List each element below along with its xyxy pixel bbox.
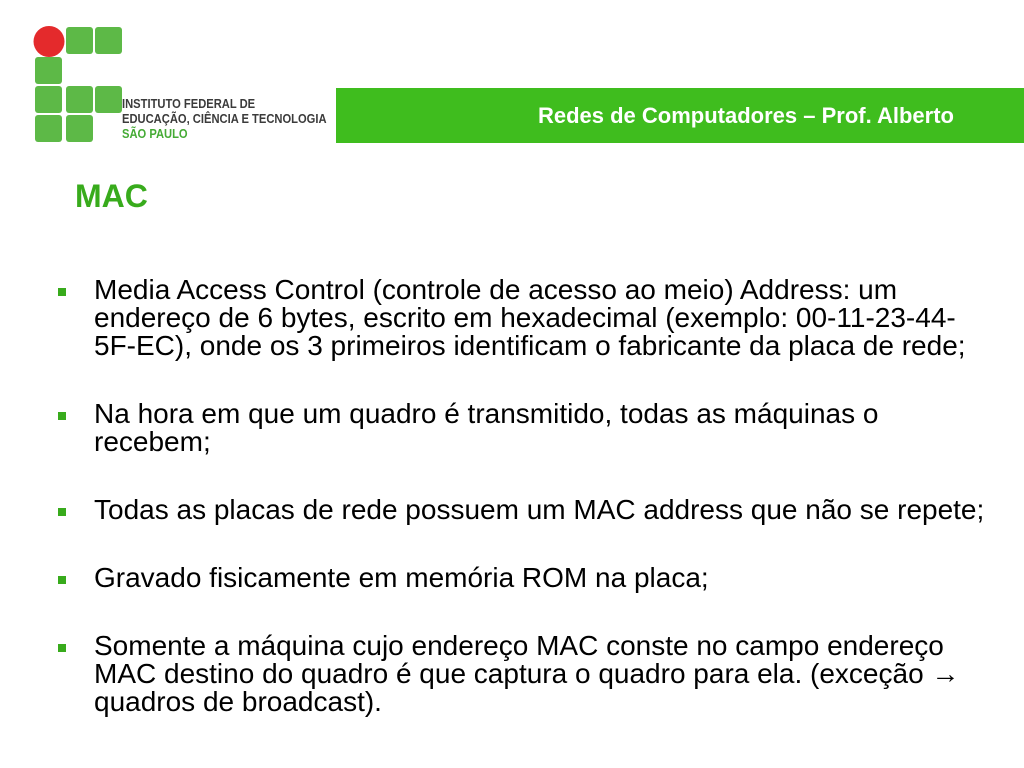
- square-bullet-icon: [58, 508, 66, 516]
- logo-green-square: [35, 57, 62, 84]
- logo-line-institute: INSTITUTO FEDERAL DE: [122, 96, 256, 111]
- logo-green-square: [35, 115, 62, 142]
- bullet-text: Na hora em que um quadro é transmitido, todas as máquinas o recebem;: [94, 398, 879, 457]
- logo-text: [122, 96, 327, 141]
- logo-green-square: [95, 86, 122, 113]
- institution-logo: [0, 0, 336, 150]
- slide-title: MAC: [75, 178, 148, 214]
- bullet-text: Todas as placas de rede possuem um MAC address que não se repete;: [94, 494, 985, 525]
- logo-green-square: [66, 86, 93, 113]
- bullet-text: Gravado fisicamente em memória ROM na placa;: [94, 562, 709, 593]
- bullet-item: [0, 400, 1024, 456]
- bullet-item: [0, 564, 1024, 592]
- logo-line-education: EDUCAÇÃO, CIÊNCIA E TECNOLOGIA: [122, 111, 327, 126]
- bullet-item: [0, 496, 1024, 524]
- bullet-text: Somente a máquina cujo endereço MAC conste no campo endereço MAC destino do quadro é que captura o quadro para ela. (exceção → quadros de broadcast).: [94, 630, 960, 717]
- bullet-list: [0, 276, 1024, 756]
- course-title: Redes de Computadores – Prof. Alberto: [537, 102, 954, 128]
- logo-red-circle: [34, 26, 65, 57]
- bullet-item: [0, 632, 1024, 716]
- logo-line-campus: SÃO PAULO: [122, 126, 188, 141]
- square-bullet-icon: [58, 288, 66, 296]
- square-bullet-icon: [58, 412, 66, 420]
- logo-green-square: [66, 115, 93, 142]
- square-bullet-icon: [58, 644, 66, 652]
- logo-green-square: [35, 86, 62, 113]
- bullet-text: Media Access Control (controle de acesso ao meio) Address: um endereço de 6 bytes, escrito em hexadecimal (exemplo: 00-11-23-44- 5F-EC), onde os 3 primeiros identificam o fabricante da placa de rede;: [94, 274, 966, 361]
- header-bar: [336, 88, 1024, 143]
- bullet-item: [0, 276, 1024, 360]
- logo-green-square: [95, 27, 122, 54]
- square-bullet-icon: [58, 576, 66, 584]
- logo-green-square: [66, 27, 93, 54]
- logo-mark-icon: [0, 0, 130, 150]
